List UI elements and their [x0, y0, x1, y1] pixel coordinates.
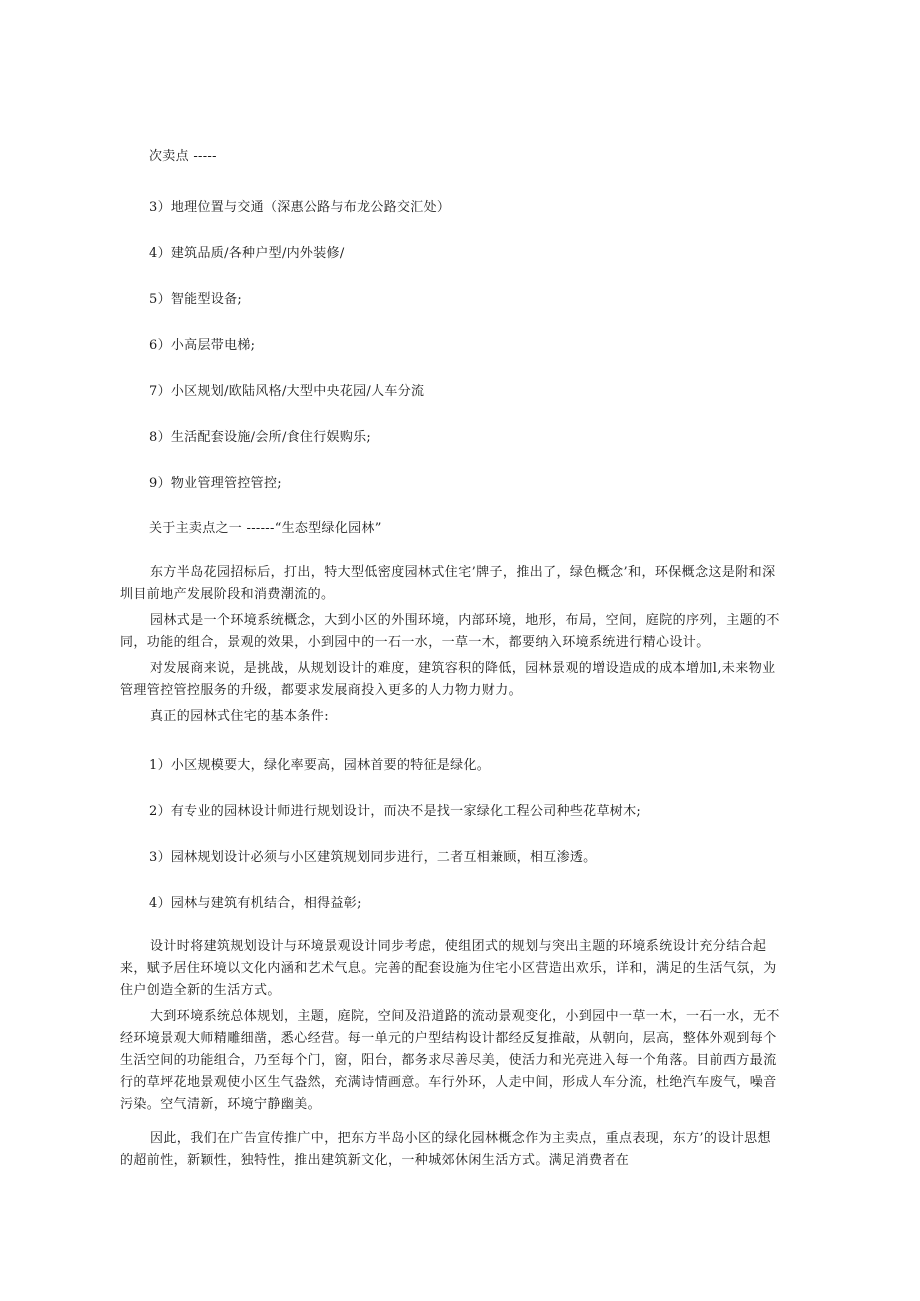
sub-point-7: 7）小区规划/欧陆风格/大型中央花园/人车分流 — [149, 384, 425, 399]
main-selling-point-heading: 关于主卖点之一 ------“生态型绿化园林” — [149, 521, 382, 536]
condition-2: 2）有专业的园林设计师进行规划设计，而决不是找一家绿化工程公司种些花草树木; — [149, 804, 642, 819]
paragraph-advertising: 因此，我们在广告宣传推广中，把东方半岛小区的绿化园林概念作为主卖点，重点表现，东方’的设计思想的超前性，新颖性，独特性，推出建筑新文化，一种城郊休闲生活方式。满足消费者在 — [120, 1131, 771, 1168]
paragraph-design-sync: 设计时将建筑规划设计与环境景观设计同步考虑，使组团式的规划与突出主题的环境系统设计充分结合起来，赋予居住环境以文化内涵和艺术气息。完善的配套设施为住宅小区营造出欢乐，详和，满足的生活气氛，为住户创造全新的生活方式。 — [120, 939, 777, 998]
paragraph-intro: 东方半岛花园招标后，打出，特大型低密度园林式住宅’牌子，推出了，绿色概念’和，环保概念这是附和深圳目前地产发展阶段和消费潮流的。 — [120, 565, 776, 602]
condition-1: 1）小区规模要大，绿化率要高，园林首要的特征是绿化。 — [149, 758, 491, 773]
sub-point-4: 4）建筑品质/各种户型/内外装修/ — [149, 246, 345, 261]
sub-point-3: 3）地理位置与交通（深惠公路与布龙公路交汇处） — [149, 200, 451, 215]
sub-selling-points-heading: 次卖点 ----- — [149, 149, 217, 164]
sub-point-8: 8）生活配套设施/会所/食住行娱购乐; — [149, 430, 372, 445]
condition-4: 4）园林与建筑有机结合，相得益彰; — [149, 896, 362, 911]
sub-point-6: 6）小高层带电梯; — [149, 338, 256, 353]
condition-3: 3）园林规划设计必须与小区建筑规划同步进行，二者互相兼顾，相互渗透。 — [149, 850, 597, 865]
paragraph-landscape-detail: 大到环境系统总体规划，主题，庭院，空间及沿道路的流动景观变化，小到园中一草一木，一石一水，无不经环境景观大师精雕细凿，悉心经营。每一单元的户型结构设计都经反复推敲，从朝向，层高，整体外观到每个生活空间的功能组合，乃至每个门，窗，阳台，都务求尽善尽美，使活力和光亮进入每一个角落。目前西方最流行的草坪花地景观使小区生气盎然，充满诗情画意。车行外环，人走中间，形成人车分流，杜绝汽车废气，噪音污染。空气清新，环境宁静幽美。 — [120, 1009, 780, 1112]
sub-point-5: 5）智能型设备; — [149, 292, 243, 307]
paragraph-developer-challenge: 对发展商来说，是挑战，从规划设计的难度，建筑容积的降低，园林景观的增设造成的成本增加l,未来物业管理管控管控服务的升级，都要求发展商投入更多的人力物力财力。 — [120, 661, 776, 698]
paragraph-basic-conditions: 真正的园林式住宅的基本条件: — [150, 709, 329, 724]
paragraph-garden-concept: 园林式是一个环境系统概念，大到小区的外围环境，内部环境，地形，布局，空间，庭院的序列，主题的不同，功能的组合，景观的效果，小到园中的一石一水，一草一木，都要纳入环境系统进行精心设计。 — [120, 613, 780, 650]
sub-point-9: 9）物业管理管控管控; — [149, 476, 282, 491]
